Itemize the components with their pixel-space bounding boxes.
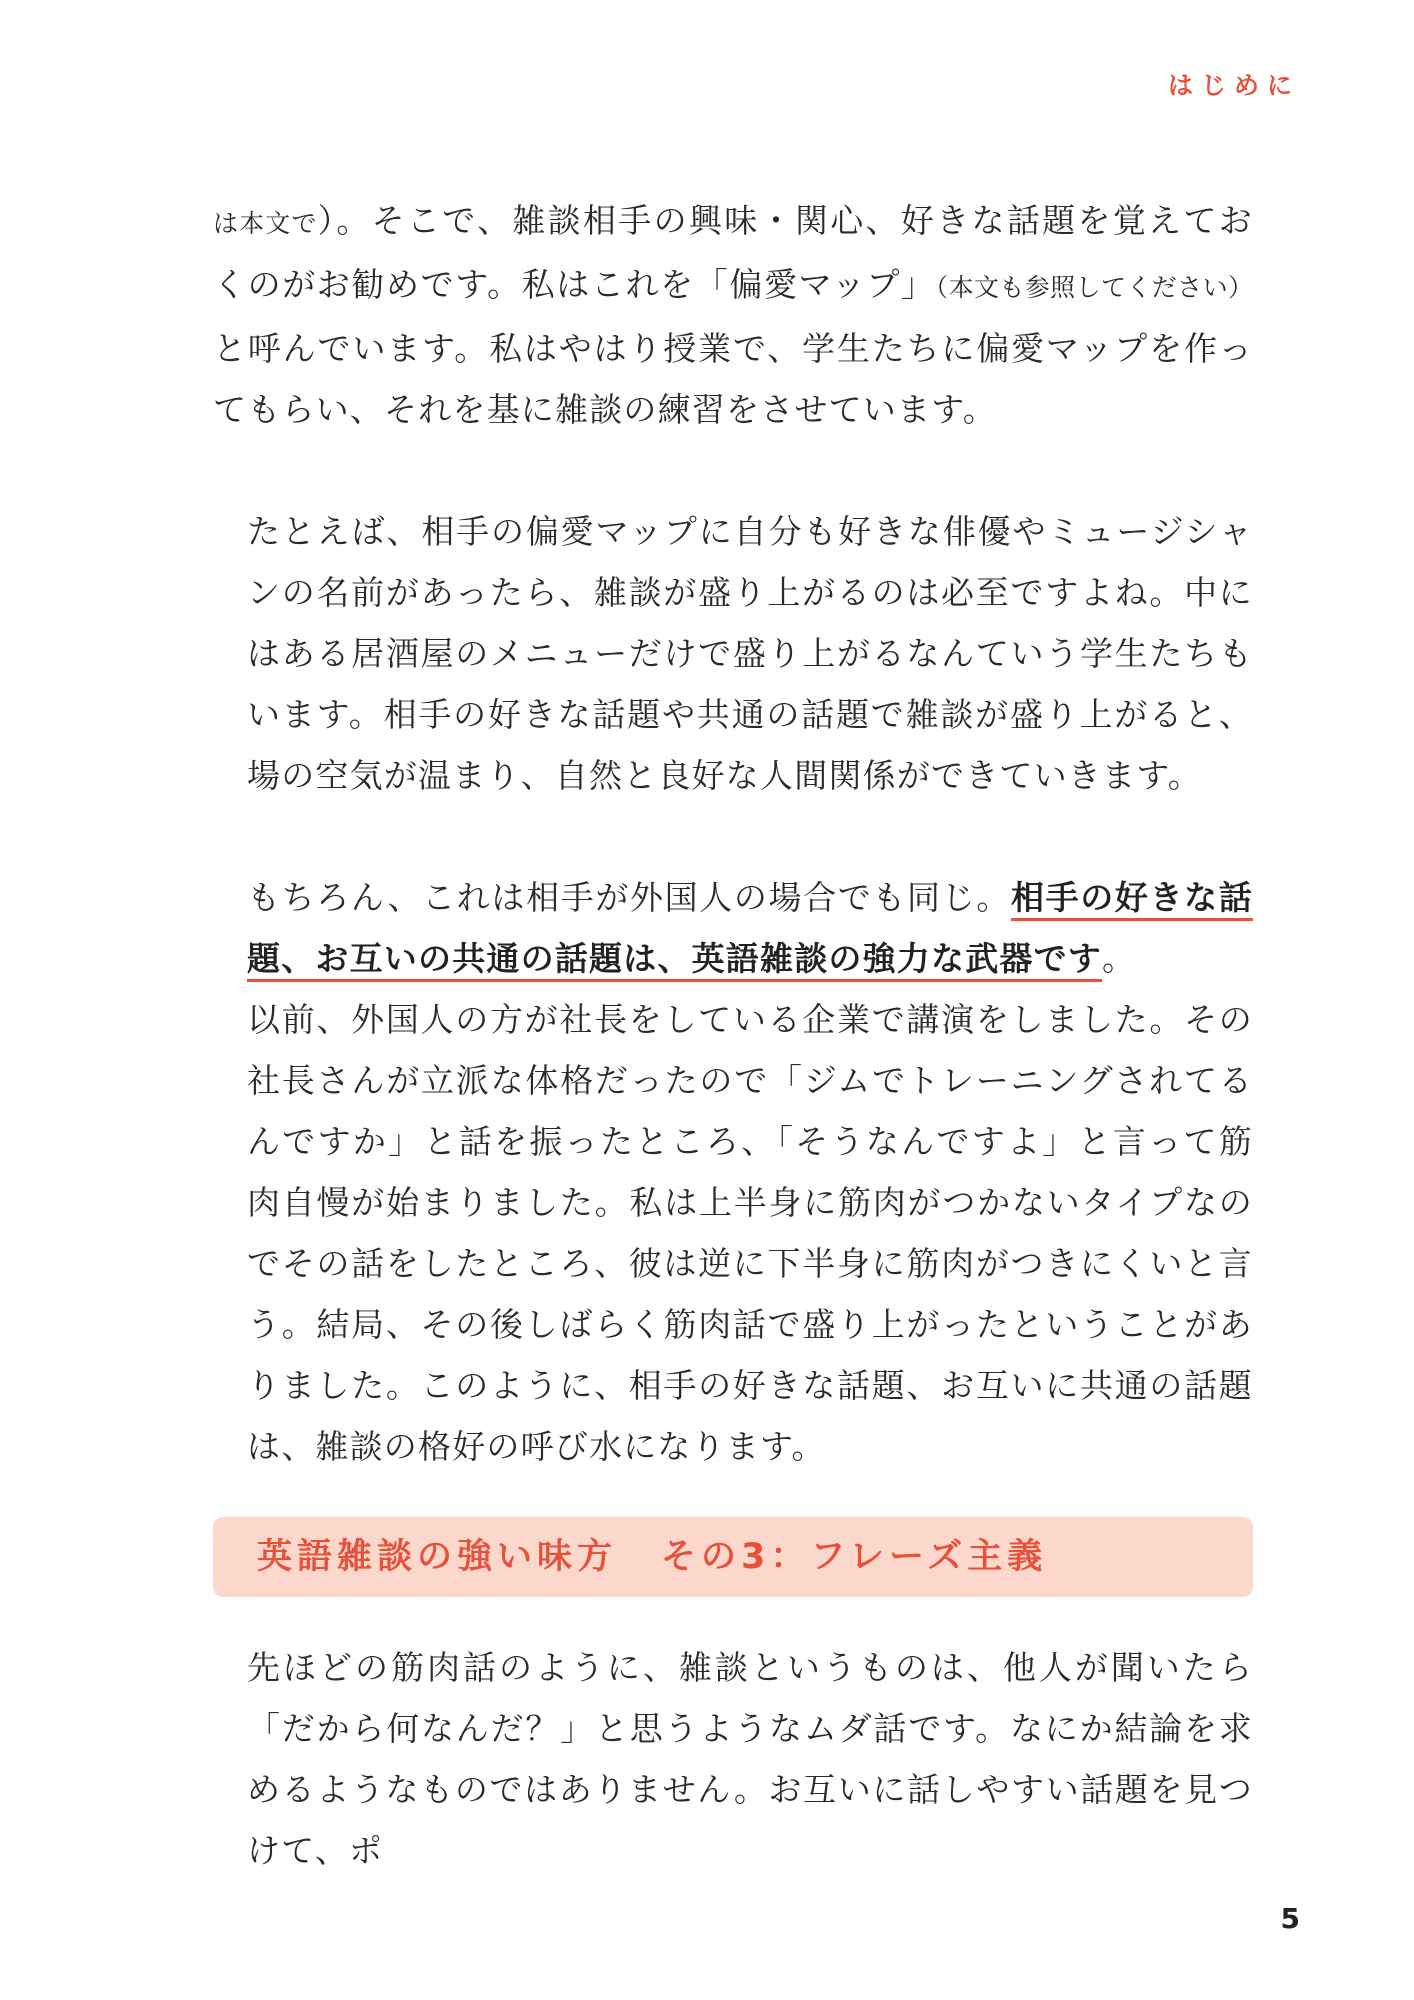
paragraph-4: 以前、外国人の方が社長をしている企業で講演をしました。その社長さんが立派な体格だったので「ジムでトレーニングされてるんですか」と話を振ったところ、「そうなんですよ」と言って筋肉自慢が始まりました。私は上半身に筋肉がつかないタイプなのでその話をしたところ、彼は逆に下半身に筋肉がつきにくいと言う。結局、その後しばらく筋肉話で盛り上がったということがありました。このように、相手の好きな話題、お互いに共通の話題は、雑談の格好の呼び水になります。 (247, 1000, 1253, 1466)
paragraph-5: 先ほどの筋肉話のように、雑談というものは、他人が聞いたら「だから何なんだ？」と思うようなムダ話です。なにか結論を求めるようなものではありません。お互いに話しやすい話題を見つけて、ポ (247, 1648, 1253, 1870)
emphasis-underline: 相手の好きな話題、お互いの共通の話題は、英語雑談の強力な武器です (247, 878, 1253, 982)
paragraph-2: たとえば、相手の偏愛マップに自分も好きな俳優やミュージシャンの名前があったら、雑談が盛り上がるのは必至ですよね。中にはある居酒屋のメニューだけで盛り上がるなんていう学生たちもいます。相手の好きな話題や共通の話題で雑談が盛り上がると、場の空気が温まり、自然と良好な人間関係ができていきます。 (247, 512, 1253, 795)
section-heading-main: 英語雑談の強い味方 (257, 1536, 618, 1577)
section-heading-box (213, 1517, 1253, 1597)
paragraph-1 (213, 190, 1253, 440)
paragraph-1-note: （本文も参照してください） (935, 273, 1253, 302)
paragraph-gap (213, 806, 1253, 867)
paragraph-3-end: 。 (1102, 939, 1137, 978)
running-head: はじめに (1167, 71, 1300, 100)
paragraph-gap (213, 440, 1253, 501)
paragraph-1-text-1: ）。そこで、雑談相手の興味・関心、好きな話題を覚えておくのがお勧めです。私はこれを「偏愛マップ」 (213, 201, 1253, 304)
paragraph-3 (213, 867, 1253, 989)
paragraph-1-lead: は本文で (213, 209, 318, 238)
paragraph-1-text-2: と呼んでいます。私はやはり授業で、学生たちに偏愛マップを作ってもらい、それを基に雑談の練習をさせています。 (213, 329, 1253, 429)
page-body (213, 190, 1253, 1881)
section-heading-sub: その3：フレーズ主義 (661, 1536, 1048, 1577)
section-heading (257, 1527, 1047, 1588)
page-number: 5 (1280, 1902, 1300, 1935)
paragraph-3-text: もちろん、これは相手が外国人の場合でも同じ。 (247, 878, 1011, 917)
